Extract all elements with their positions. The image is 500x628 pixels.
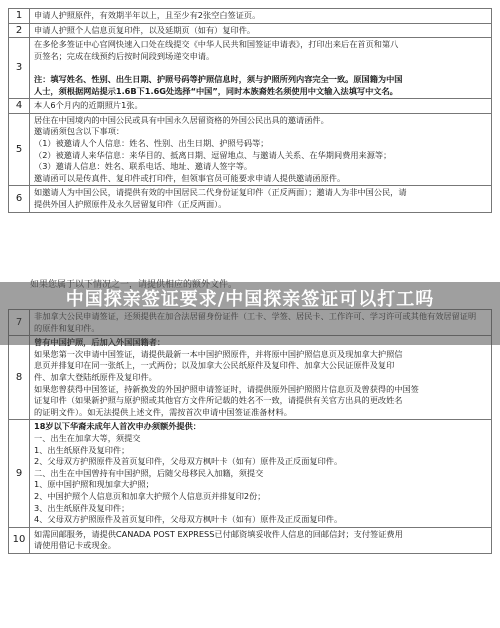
content-line: 1、原中国护照和现加拿大护照； bbox=[34, 479, 154, 490]
content-line: 一、出生在加拿大等，须提交 bbox=[34, 432, 141, 443]
content-line: 的证明文件）。如无法提供上述文件，需按首次申请中国签证准备材料。 bbox=[34, 406, 292, 417]
content-line: （3）邀请人信息：姓名、联系电话、地址、邀请人签字等。 bbox=[34, 161, 253, 172]
table-row bbox=[9, 113, 492, 186]
row-number: 10 bbox=[9, 527, 30, 553]
content-line: 提供外国人护照原件及永久居留复印件（正反两面）。 bbox=[34, 198, 227, 209]
content-line: 证复印件（如果新护照与原护照或其他官方文件所记载的姓名不一致，请提供有关官方出具的更改姓名 bbox=[34, 395, 403, 406]
content-line: 如需回邮服务，请提供CANADA POST EXPRESS已付邮资填妥收件人信息的回邮信封；支付签证费用 bbox=[34, 528, 403, 539]
content-line: 申请人护照个人信息页复印件，以及延期页（如有）复印件。 bbox=[34, 24, 256, 35]
row-content bbox=[30, 420, 492, 527]
row-number: 3 bbox=[9, 38, 30, 99]
row-number: 1 bbox=[9, 9, 30, 24]
content-line: 如果您第一次申请中国签证，请提供最新一本中国护照原件，并将原中国护照信息页及现加拿大护照信 bbox=[34, 348, 403, 359]
content-line: 如邀请人为中国公民，请提供有效的中国居民二代身份证复印件（正反两面）；邀请人为非中国公民，请 bbox=[34, 187, 407, 198]
content-line bbox=[34, 62, 487, 74]
content-line: 4、父母双方护照原件及首页复印件，父母双方枫叶卡（如有）原件及正反面复印件。 bbox=[34, 514, 343, 525]
content-line: 18岁以下华裔未成年人首次申办须额外提供： bbox=[34, 421, 201, 432]
content-line: 申请人护照原件，有效期半年以上，且至少有2张空白签证页。 bbox=[34, 10, 261, 20]
content-line: 如果您曾获得中国签证，持新换发的外国护照申请签证时，请提供原外国护照照片信息页及曾获得的中国签 bbox=[34, 383, 419, 394]
content-line: 注：填写姓名、性别、出生日期、护照号码等护照信息时，须与护照所列内容完全一致。原国籍为中国 bbox=[34, 73, 403, 84]
overlay-title: 中国探亲签证要求/中国探亲签证可以打工吗 bbox=[65, 289, 435, 310]
row-content bbox=[30, 23, 492, 38]
row-content bbox=[30, 9, 492, 24]
row-content bbox=[30, 186, 492, 212]
row-number: 8 bbox=[9, 336, 30, 420]
content-line: 息页并排复印在同一张纸上，一式两份；以及加拿大公民纸原件及复印件、加拿大公民证原件及复印 bbox=[34, 360, 395, 371]
content-line: 2、中国护照个人信息页和加拿大护照个人信息页并排复印2份； bbox=[34, 490, 266, 501]
row-number: 5 bbox=[9, 113, 30, 186]
content-line: 2、父母双方护照原件及首页复印件，父母双方枫叶卡（如有）原件及正反面复印件。 bbox=[34, 456, 343, 467]
content-line: 二、出生在中国曾持有中国护照，后随父母移民入加籍，须提交 bbox=[34, 467, 264, 478]
content-line: 请使用借记卡或现金。 bbox=[34, 540, 116, 551]
row-number: 2 bbox=[9, 23, 30, 38]
content-line: 人士，须根据网站提示1.6B下1.6G处选择“中国”，同时本族裔姓名须使用中文输入法填写中文名。 bbox=[34, 85, 398, 96]
table-row bbox=[9, 527, 492, 553]
table-row bbox=[9, 186, 492, 212]
row-number: 9 bbox=[9, 420, 30, 527]
row-number: 6 bbox=[9, 186, 30, 212]
table-row bbox=[9, 420, 492, 527]
content-line: 件、加拿大登陆纸原件及复印件。 bbox=[34, 371, 157, 382]
table-row bbox=[9, 99, 492, 114]
table-row bbox=[9, 336, 492, 420]
row-content bbox=[30, 113, 492, 186]
content-line: 页签名；完成在线预约后按时间段到场递交申请。 bbox=[34, 50, 215, 61]
requirements-table-top bbox=[8, 8, 492, 213]
row-content bbox=[30, 336, 492, 420]
content-line: 邀请函可以是传真件、复印件或打印件，但领事官员可能要求申请人提供邀请函原件。 bbox=[34, 172, 346, 183]
row-content bbox=[30, 527, 492, 553]
row-content bbox=[30, 38, 492, 99]
row-number: 4 bbox=[9, 99, 30, 114]
table-row bbox=[9, 9, 492, 24]
content-line: 1、出生纸原件及复印件； bbox=[34, 444, 130, 455]
requirements-table-bottom bbox=[8, 309, 492, 554]
table-row bbox=[9, 23, 492, 38]
content-line: 本人6个月内的近期照片1张。 bbox=[34, 100, 143, 111]
content-line: （2）被邀请人来华信息：来华目的、抵离日期、逗留地点、与邀请人关系、在华期间费用来源等； bbox=[34, 149, 392, 160]
content-line: （1）被邀请人个人信息：姓名、性别、出生日期、护照号码等； bbox=[34, 137, 269, 148]
row-content bbox=[30, 99, 492, 114]
content-line: 3、出生纸原件及复印件； bbox=[34, 502, 130, 513]
content-line: 居住在中国境内的中国公民或具有中国永久居留资格的外国公民出具的邀请函件。 bbox=[34, 114, 329, 125]
content-line: 在多伦多签证中心官网快速入口处在线提交《中华人民共和国签证申请表》，打印出来后在首页和第八 bbox=[34, 39, 399, 50]
content-line: 邀请函须包含以下事项： bbox=[34, 126, 125, 137]
table-row bbox=[9, 38, 492, 99]
